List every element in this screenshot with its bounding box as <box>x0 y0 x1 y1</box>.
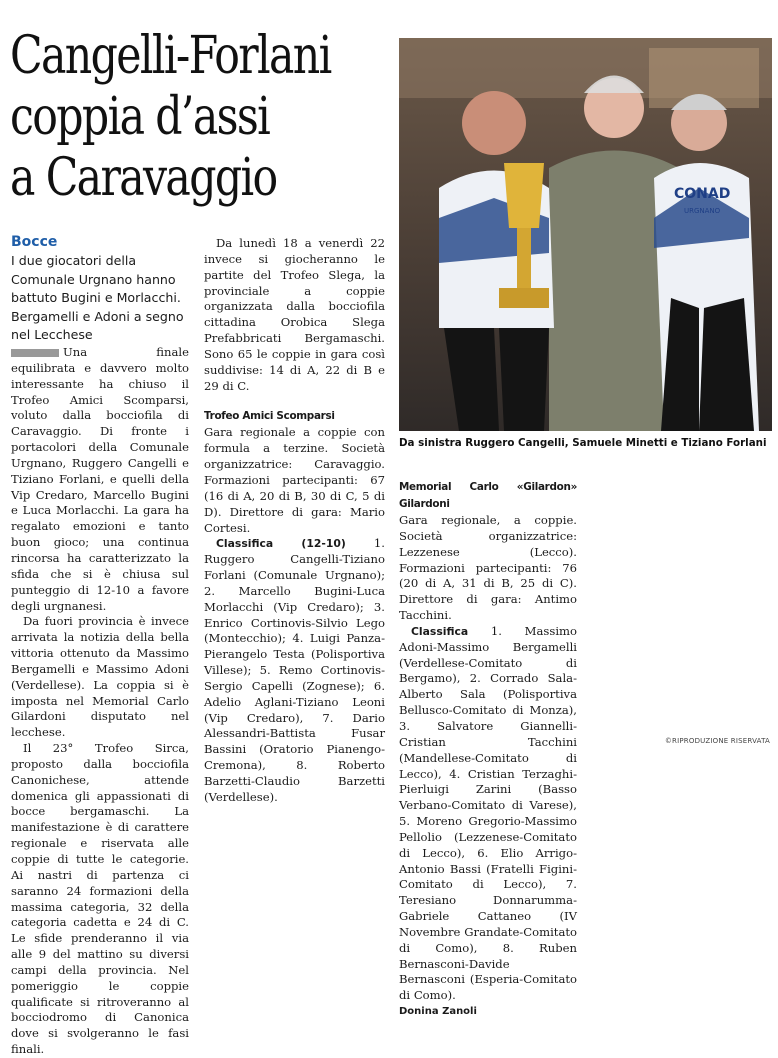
shirt-sublogo: URGNANO <box>684 207 721 215</box>
headline-line-2: coppia d’assi <box>10 87 270 147</box>
article-column-3 <box>399 465 577 1018</box>
headline <box>10 26 331 209</box>
photo-caption: Da sinistra Ruggero Cangelli, Samuele Minetti e Tiziano Forlani <box>399 437 767 449</box>
summary: I due giocatori della Comunale Urgnano hanno battuto Bugini e Morlacchi. Bergamelli e Adoni a segno nel Lecchese <box>11 253 184 343</box>
headline-line-1: Cangelli-Forlani <box>10 26 331 86</box>
paragraph-5: Gara regionale a coppie con formula a terzine. Società organizzatrice: Caravaggio. Formazioni partecipanti: 67 (16 di A, 20 di B, 30 di C, 5 di D). Direttore di gara: Mario Cortesi. <box>204 425 385 535</box>
paragraph-7: Gara regionale, a coppie. Società organizzatrice: Lezzenese (Lecco). Formazioni partecipanti: 76 (20 di A, 31 di B, 25 di C). Direttore di gara: Antimo Tacchini. <box>399 513 577 623</box>
photo-illustration <box>399 38 772 431</box>
lead-marker <box>11 349 59 357</box>
subheading-memorial-gilardoni: Memorial Carlo «Gilardon» Gilardoni <box>399 481 577 510</box>
classifica-heading-2: Classifica <box>411 624 469 638</box>
subheading-trofeo-amici-scomparsi: Trofeo Amici Scomparsi <box>204 410 335 423</box>
copyright-notice: ©RIPRODUZIONE RISERVATA <box>664 737 770 745</box>
shirt-logo: CONAD <box>674 186 731 202</box>
article-column-2 <box>204 236 385 804</box>
news-photo <box>399 38 772 431</box>
classifica-heading-1: Classifica (12-10) <box>216 537 346 551</box>
author-byline: Donina Zanoli <box>399 1006 477 1018</box>
headline-line-3: a Caravaggio <box>10 148 277 208</box>
paragraph-1: Una finale equilibrata e davvero molto interessante ha chiuso il Trofeo Amici Scomparsi, voluto dalla bocciofila di Caravaggio. Di fronte i portacolori della Comunale Urgnano, Ruggero Cangelli e Tiziano Forlani, e quelli della Vip Credaro, Marcello Bugini e Luca Morlacchi. La gara ha regalato emozioni e tanto buon gioco; una continua rincorsa ha caratterizzato la sfida che si è chiusa sul punteggio di 12-10 a favore degli urgnanesi. <box>11 345 189 613</box>
paragraph-3: Il 23° Trofeo Sirca, proposto dalla bocciofila Canonichese, attende domenica gli appassionati di bocce bergamaschi. La manifestazione è di carattere regionale e riservata alle coppie di tutte le categorie. Ai nastri di partenza ci saranno 24 formazioni della massima categoria, 32 della categoria cadetta e 24 di C. Le sfide prenderanno il via alle 9 del mattino su diversi campi della provincia. Nel pomeriggio le coppie qualificate si ritroveranno al bocciodromo di Canonica dove si svolgeranno le fasi finali. <box>11 741 189 1057</box>
paragraph-2: Da fuori provincia è invece arrivata la notizia della bella vittoria ottenuto da Massimo Bergamelli e Massimo Adoni (Verdellese). La coppia si è imposta nel Memorial Carlo Gilardoni disputato nel lecchese. <box>11 614 189 740</box>
paragraph-4: Da lunedì 18 a venerdì 22 invece si giocheranno le partite del Trofeo Slega, la provinciale a coppie organizzata dalla bocciofila cittadina Orobica Slega Prefabbricati Bergamaschi. Sono 65 le coppie in gara così suddivise: 14 di A, 22 di B e 29 di C. <box>204 236 385 393</box>
paragraph-8: 1. Massimo Adoni-Massimo Bergamelli (Verdellese-Comitato di Bergamo), 2. Corrado Sala-Alberto Sala (Polisportiva Bellusco-Comitato di Monza), 3. Salvatore Giannelli-Cristian Tacchini (Mandellese-Comitato di Lecco), 4. Cristian Terzaghi-Pierluigi Zarini (Basso Verbano-Comitato di Varese), 5. Moreno Gregorio-Massimo Pellolio (Lezzenese-Comitato di Lecco), 6. Elio Arrigo-Antonio Bassi (Fratelli Figini-Comitato di Lecco), 7. Teresiano Donnarumma-Gabriele Cattaneo (IV Novembre Grandate-Comitato di Como), 8. Ruben Bernasconi-Davide Bernasconi (Esperia-Comitato di Como). <box>399 623 577 1003</box>
section-kicker: Bocce <box>11 234 58 250</box>
paragraph-6: 1. Ruggero Cangelli-Tiziano Forlani (Comunale Urgnano); 2. Marcello Bugini-Luca Morlacchi (Vip Credaro); 3. Enrico Cortinovis-Silvio Lego (Montecchio); 4. Luigi Panza-Pierangelo Testa (Polisportiva Villese); 5. Remo Cortinovis-Sergio Capelli (Zognese); 6. Adelio Aglani-Tiziano Leoni (Vip Credaro), 7. Dario Alessandri-Battista Fusar Bassini (Oratorio Pianengo-Cremona), 8. Roberto Barzetti-Claudio Barzetti (Verdellese). <box>204 536 385 804</box>
article-column-1 <box>11 345 189 1057</box>
